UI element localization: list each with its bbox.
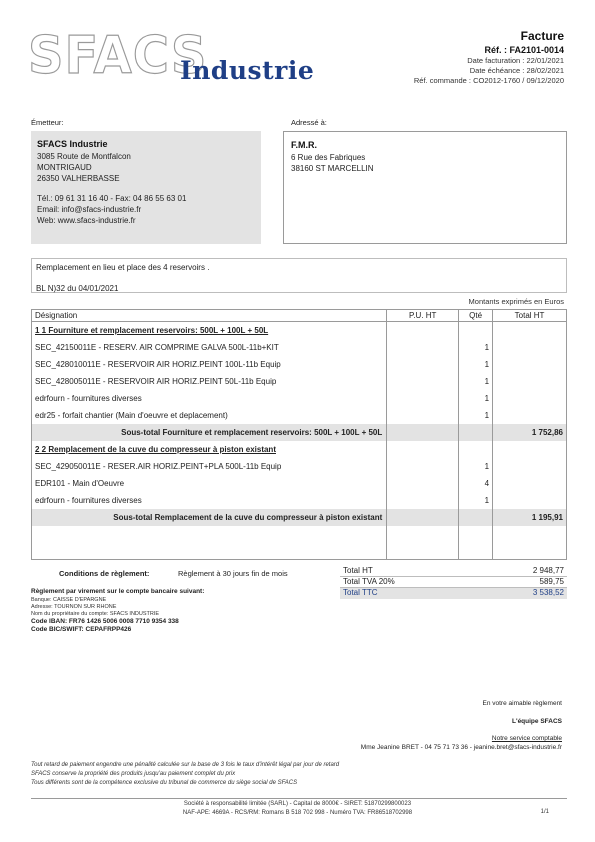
bank-details [31,588,321,634]
total-cell: 1 195,91 [493,509,567,526]
company-logo [28,28,328,88]
emitter-email: Email: info@sfacs-industrie.fr [37,205,142,214]
total-tva-label: Total TVA 20% [343,577,395,586]
unit-price-cell [387,356,459,373]
iban-code: Code IBAN: FR76 1426 5006 0008 7710 9354 338 [31,618,179,625]
total-ttc-label: Total TTC [343,588,378,597]
currency-note: Montants exprimés en Euros [468,297,564,306]
quantity-cell [459,509,493,526]
quantity-cell: 1 [459,407,493,424]
emitter-block [31,131,261,244]
bank-name: Banque: CAISSE D'EPARGNE [31,597,107,603]
payment-conditions [59,569,288,578]
unit-price-cell [387,339,459,356]
designation-cell: Sous-total Fourniture et remplacement reservoirs: 500L + 100L + 50L [32,424,387,441]
quantity-cell: 1 [459,356,493,373]
quantity-cell: 1 [459,390,493,407]
designation-cell: edrfourn - fournitures diverses [32,492,387,509]
bank-address: Adresse: TOURNON SUR RHONE [31,604,117,610]
total-cell [493,441,567,458]
total-tva-row [340,577,567,588]
total-cell [493,492,567,509]
logo-subtitle: Industrie [180,56,315,85]
payment-conditions-value: Règlement à 30 jours fin de mois [178,569,288,578]
quantity-cell: 1 [459,373,493,390]
footer-line: NAF-APE: 4669A - RCS/RM: Romans B 518 702 998 - Numéro TVA: FR86518702998 [182,810,413,816]
invoice-due-date: Date échéance : 28/02/2021 [469,66,564,75]
empty-cell [493,526,567,560]
total-cell [493,458,567,475]
total-cell [493,407,567,424]
empty-row [32,526,567,560]
subtotal-row [32,424,567,441]
designation-cell: edr25 - forfait chantier (Main d'oeuvre et deplacement) [32,407,387,424]
empty-cell [387,526,459,560]
unit-price-cell [387,475,459,492]
logo-wordmark: SFACS [28,26,208,86]
bank-transfer-title: Règlement par virement sur le compte bancaire suivant: [31,588,205,595]
company-footer [0,800,595,818]
signature-team: L'équipe SFACS [512,718,562,725]
account-owner: Nom du propriétaire du compte: SFACS INDUSTRIE [31,611,160,617]
column-header-total: Total HT [493,310,567,322]
unit-price-cell [387,492,459,509]
emitter-address-line: 3085 Route de Montfalcon [37,152,131,161]
total-cell [493,373,567,390]
unit-price-cell [387,407,459,424]
column-header-designation: Désignation [32,310,387,322]
total-cell [493,339,567,356]
designation-cell: SEC_429050011E - RESER.AIR HORIZ.PEINT+PLA 500L-11b Equip [32,458,387,475]
table-row [32,373,567,390]
invoice-title: Facture [520,29,564,43]
footer-line: Société à responsabilité limitée (SARL) - Capital de 8000€ - SIRET: 51870299800023 [183,801,412,807]
table-header-row [32,310,567,322]
invoice-subject [31,258,567,293]
subtotal-row [32,509,567,526]
legal-line: Tous différents sont de la compétence exclusive du tribunal de commerce du siège social de SFACS [31,780,298,786]
table-row [32,339,567,356]
unit-price-cell [387,390,459,407]
total-ttc-value: 3 538,52 [532,588,564,597]
payment-conditions-label: Conditions de règlement: [59,569,150,578]
quantity-cell [459,322,493,339]
emitter-name: SFACS Industrie [37,139,108,149]
recipient-block [283,131,567,244]
empty-cell [32,526,387,560]
empty-cell [459,526,493,560]
closing-greeting: En votre aimable règlement [482,700,562,707]
unit-price-cell [387,458,459,475]
unit-price-cell [387,373,459,390]
emitter-phone: Tél.: 09 61 31 16 40 - Fax: 04 86 55 63 01 [37,194,187,203]
invoice-lines-table [31,309,567,560]
total-ttc-row [340,588,567,599]
emitter-label: Émetteur: [31,118,64,127]
designation-cell: EDR101 - Main d'Oeuvre [32,475,387,492]
legal-line: Tout retard de paiement engendre une pénalité calculée sur la base de 3 fois le taux d'intérêt légal par jour de retard [31,762,340,768]
total-cell [493,322,567,339]
invoice-header [414,29,564,85]
quantity-cell [459,424,493,441]
invoice-date: Date facturation : 22/01/2021 [467,56,564,65]
recipient-address-line: 38160 ST MARCELLIN [291,164,374,173]
footer-divider [31,798,567,799]
unit-price-cell [387,322,459,339]
designation-cell: 2 2 Remplacement de la cuve du compresseur à piston existant [32,441,387,458]
designation-cell: SEC_428010011E - RESERVOIR AIR HORIZ.PEINT 100L-11b Equip [32,356,387,373]
total-ht-row [340,566,567,577]
recipient-label: Adressé à: [291,118,327,127]
page-number: 1/1 [540,809,549,815]
total-cell [493,390,567,407]
total-cell [493,356,567,373]
subject-line: Remplacement en lieu et place des 4 reservoirs . [36,263,210,272]
unit-price-cell [387,509,459,526]
column-header-quantity: Qté [459,310,493,322]
emitter-address-line: MONTRIGAUD [37,163,92,172]
section-row [32,441,567,458]
quantity-cell: 4 [459,475,493,492]
designation-cell: Sous-total Remplacement de la cuve du compresseur à piston existant [32,509,387,526]
table-row [32,407,567,424]
column-header-unit-price: P.U. HT [387,310,459,322]
bic-code: Code BIC/SWIFT: CEPAFRPP426 [31,626,132,633]
emitter-address-line: 26350 VALHERBASSE [37,174,120,183]
quantity-cell: 1 [459,492,493,509]
emitter-website: Web: www.sfacs-industrie.fr [37,216,136,225]
table-row [32,390,567,407]
invoice-reference: Réf. : FA2101-0014 [484,45,564,55]
legal-notice [31,761,339,788]
quantity-cell: 1 [459,458,493,475]
quantity-cell [459,441,493,458]
section-row [32,322,567,339]
recipient-address-line: 6 Rue des Fabriques [291,153,366,162]
unit-price-cell [387,424,459,441]
unit-price-cell [387,441,459,458]
total-ht-label: Total HT [343,566,373,575]
quantity-cell: 1 [459,339,493,356]
designation-cell: edrfourn - fournitures diverses [32,390,387,407]
total-ht-value: 2 948,77 [532,566,564,575]
total-cell [493,475,567,492]
order-reference: Réf. commande : CO2012-1760 / 09/12/2020 [413,76,564,85]
table-body [32,322,567,560]
table-row [32,356,567,373]
total-cell: 1 752,86 [493,424,567,441]
table-row [32,458,567,475]
recipient-name: F.M.R. [291,140,317,150]
total-tva-value: 589,75 [539,577,564,586]
accounting-service-label: Notre service comptable [491,735,562,742]
table-row [32,492,567,509]
delivery-note-reference: BL N)32 du 04/01/2021 [36,284,119,293]
totals-block [340,566,567,599]
legal-line: SFACS conserve la propriété des produits jusqu'au paiement complet du prix [31,771,236,777]
accounting-contact: Mme Jeanine BRET - 04 75 71 73 36 - jeanine.bret@sfacs-industrie.fr [360,744,562,751]
table-row [32,475,567,492]
designation-cell: SEC_428005011E - RESERVOIR AIR HORIZ.PEINT 50L-11b Equip [32,373,387,390]
designation-cell: SEC_42150011E - RESERV. AIR COMPRIME GALVA 500L-11b+KIT [32,339,387,356]
designation-cell: 1 1 Fourniture et remplacement reservoirs: 500L + 100L + 50L [32,322,387,339]
